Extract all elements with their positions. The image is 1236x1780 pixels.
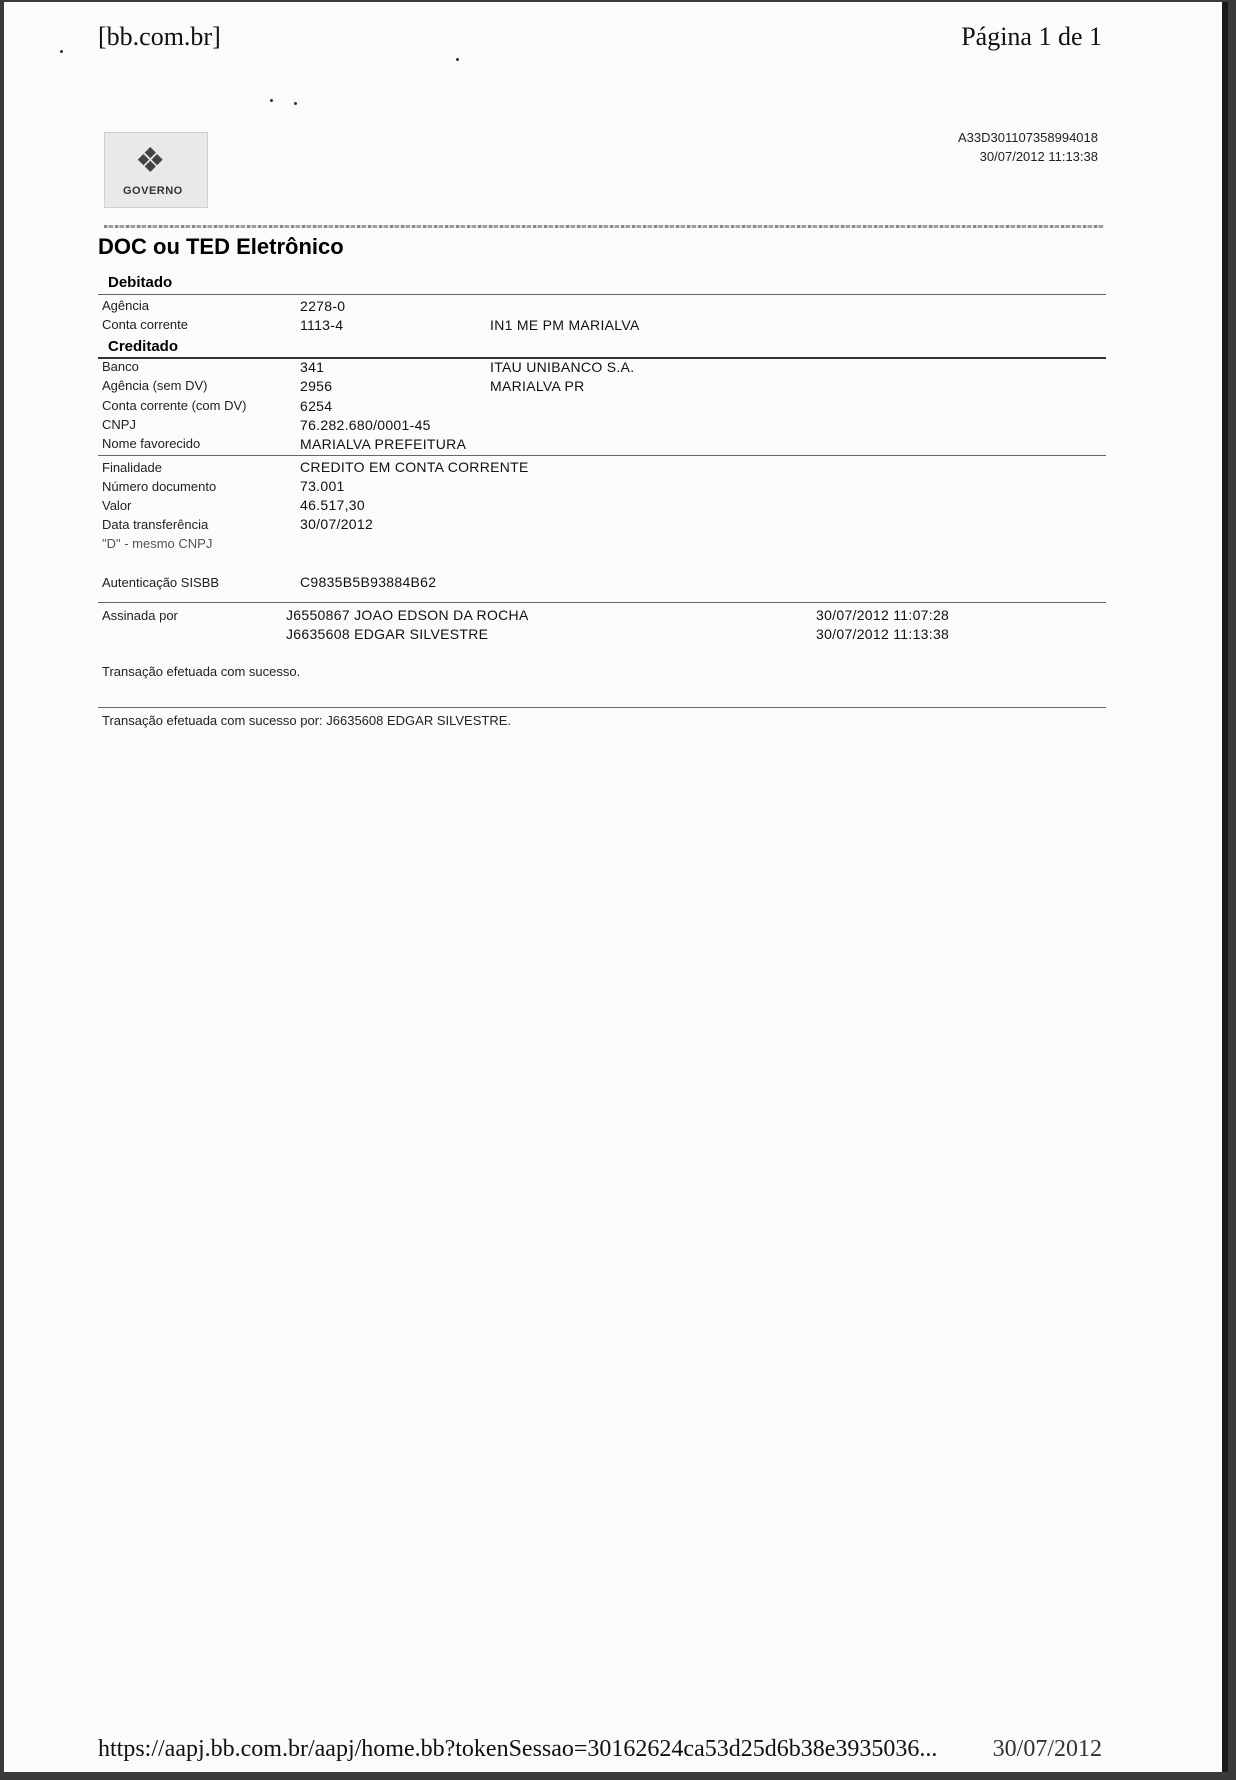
label-numero-documento: Número documento xyxy=(102,479,217,494)
print-header-site: [bb.com.br] xyxy=(98,22,221,51)
value-agencia-sem-dv: 2956 xyxy=(300,378,333,394)
bb-logo-icon: ❖ xyxy=(135,142,166,180)
scan-speck xyxy=(294,102,297,105)
label-finalidade: Finalidade xyxy=(102,460,162,475)
label-assinada-por: Assinada por xyxy=(102,608,178,623)
signer-name: J6550867 JOAO EDSON DA ROCHA xyxy=(286,607,529,623)
section-debitado: Debitado xyxy=(108,274,173,291)
scan-speck xyxy=(60,50,63,53)
status-by-message: Transação efetuada com sucesso por: J6635608 EDGAR SILVESTRE. xyxy=(102,713,511,728)
label-nome-favorecido: Nome favorecido xyxy=(102,436,201,451)
value-nome-favorecido: MARIALVA PREFEITURA xyxy=(300,436,467,452)
value-cnpj: 76.282.680/0001-45 xyxy=(300,417,431,433)
label-conta-corrente: Conta corrente xyxy=(102,317,188,332)
value-finalidade: CREDITO EM CONTA CORRENTE xyxy=(300,459,529,475)
header-divider xyxy=(104,225,1104,228)
value-autenticacao: C9835B5B93884B62 xyxy=(300,574,437,590)
note-mesmo-cnpj: "D" - mesmo CNPJ xyxy=(102,536,213,551)
divider xyxy=(98,294,1106,295)
value-data-transferencia: 30/07/2012 xyxy=(300,516,374,532)
label-banco: Banco xyxy=(102,359,139,374)
value-banco: 341 xyxy=(300,359,325,375)
receipt-id: A33D301107358994018 xyxy=(957,130,1098,145)
status-message: Transação efetuada com sucesso. xyxy=(102,664,301,679)
label-agencia: Agência xyxy=(102,298,149,313)
value-agencia: 2278-0 xyxy=(300,298,346,314)
divider xyxy=(98,455,1106,456)
divider xyxy=(98,707,1106,708)
value-conta-corrente: 1113-4 xyxy=(300,317,344,333)
bb-governo-logo xyxy=(104,132,208,208)
print-footer-date: 30/07/2012 xyxy=(992,1736,1102,1762)
value-valor: 46.517,30 xyxy=(300,497,365,513)
document-page xyxy=(4,2,1228,1772)
value-numero-documento: 73.001 xyxy=(300,478,345,494)
print-header-page: Página 1 de 1 xyxy=(961,22,1102,51)
print-footer-url: https://aapj.bb.com.br/aapj/home.bb?tokenSessao=30162624ca53d25d6b38e3935036... xyxy=(98,1736,938,1762)
label-data-transferencia: Data transferência xyxy=(102,517,209,532)
label-valor: Valor xyxy=(102,498,132,513)
value-conta-com-dv: 6254 xyxy=(300,398,333,414)
section-creditado: Creditado xyxy=(108,338,179,355)
signer-datetime: 30/07/2012 11:07:28 xyxy=(816,607,950,623)
scan-speck xyxy=(456,58,459,61)
logo-text: GOVERNO xyxy=(123,185,183,197)
value-agencia-cidade: MARIALVA PR xyxy=(490,378,585,394)
label-autenticacao: Autenticação SISBB xyxy=(102,575,220,590)
page-title: DOC ou TED Eletrônico xyxy=(98,234,344,259)
signer-name: J6635608 EDGAR SILVESTRE xyxy=(286,626,489,642)
label-cnpj: CNPJ xyxy=(102,417,136,432)
value-conta-titular: IN1 ME PM MARIALVA xyxy=(490,317,640,333)
receipt-datetime: 30/07/2012 11:13:38 xyxy=(979,149,1098,164)
signer-datetime: 30/07/2012 11:13:38 xyxy=(816,626,950,642)
label-conta-com-dv: Conta corrente (com DV) xyxy=(102,398,247,413)
label-agencia-sem-dv: Agência (sem DV) xyxy=(102,378,208,393)
value-banco-nome: ITAU UNIBANCO S.A. xyxy=(490,359,635,375)
divider xyxy=(98,602,1106,603)
scan-speck xyxy=(270,99,273,102)
